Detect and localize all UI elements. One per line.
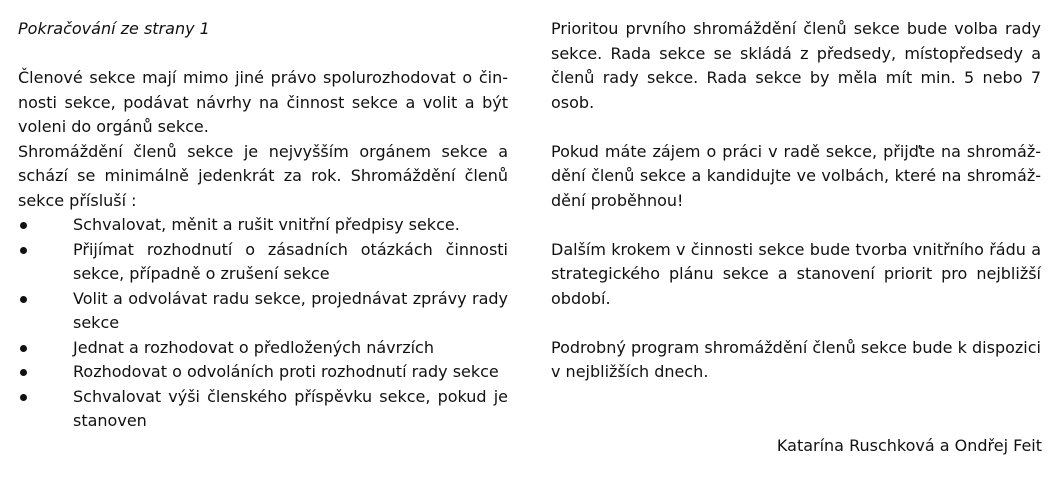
paragraph-spacer: [18, 42, 508, 67]
next-steps-paragraph: Dalším krokem v činnosti sekce bude tvorba vnitřního řádu a strategického plánu sekce a stanovení priorit pro nejbližší období.: [551, 239, 1041, 308]
program-paragraph: Podrobný program shromáždění členů sekce bude k dispozici v nejbližších dnech.: [551, 337, 1041, 381]
list-item: [18, 287, 508, 336]
list-item-text: Schvalovat, měnit a rušit vnitřní předpisy sekce.: [73, 215, 460, 234]
assembly-paragraph: Shromáždění členů sekce je nejvyšším orgánem sekce a schází se minimálně jedenkrát za rok. Shromáždění členů sekce přísluší :: [18, 141, 508, 210]
list-item: [18, 238, 508, 287]
list-item-text: Schvalovat výši členského příspěvku sekce, pokud je stanoven: [73, 386, 508, 430]
members-rights-paragraph: Členové sekce mají mimo jiné právo spolurozhodovat o činnosti sekce, podávat návrhy na činnost sekce a volit a být voleni do orgánů sekce.: [18, 68, 508, 136]
paragraph-spacer: [551, 115, 1041, 140]
right-column: [551, 17, 1041, 385]
list-item: [18, 385, 508, 434]
list-item-text: Jednat a rozhodovat o předložených návrzích: [73, 337, 434, 357]
left-column: [18, 17, 508, 434]
paragraph-spacer: [551, 311, 1041, 336]
authors-signature: Katarína Ruschková a Ondřej Feit: [776, 436, 1042, 455]
continuation-note: Pokračování ze strany 1: [18, 19, 210, 38]
council-invitation-paragraph: Pokud máte zájem o práci v radě sekce, přijďte na shromáždění členů sekce a kandidujte ve volbách, které na shromáždění proběhnou!: [551, 141, 1041, 210]
assembly-powers-list: [18, 213, 508, 434]
list-item: [18, 360, 508, 385]
list-item-text: Volit a odvolávat radu sekce, projednávat zprávy rady sekce: [73, 288, 508, 332]
list-item-text: Rozhodovat o odvoláních proti rozhodnutí rady sekce: [73, 362, 499, 381]
first-assembly-priority-paragraph: Prioritou prvního shromáždění členů sekce bude volba rady sekce. Rada sekce se skládá z předsedy, místopředsedy a členů rady sekce. Rada sekce by měla mít min. 5 nebo 7 osob.: [551, 19, 1041, 112]
list-item: [18, 336, 508, 361]
list-item: [18, 213, 508, 238]
paragraph-spacer: [551, 213, 1041, 238]
list-item-text: Přijímat rozhodnutí o zásadních otázkách činnosti sekce, případně o zrušení sekce: [73, 239, 508, 283]
